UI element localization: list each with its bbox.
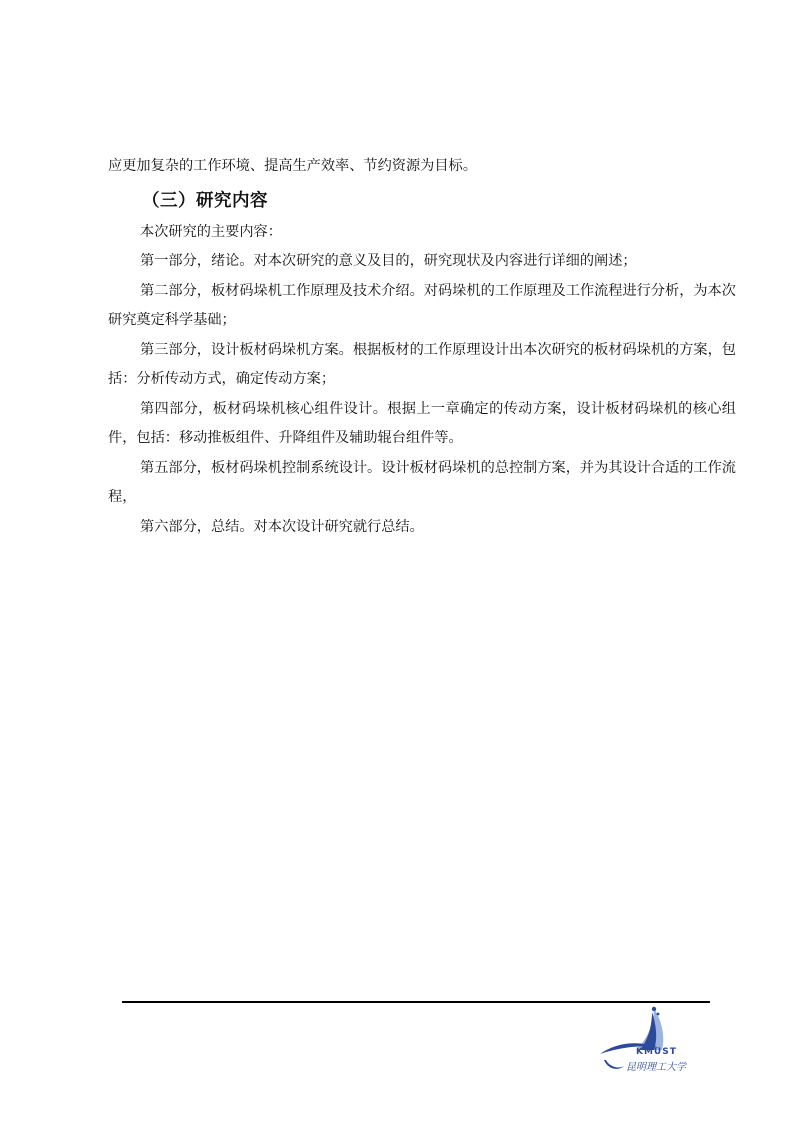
paragraph-part-5: 第五部分，板材码垛机控制系统设计。设计板材码垛机的总控制方案，并为其设计合适的工作流程， — [108, 459, 736, 505]
paragraph-part-3: 第三部分，设计板材码垛机方案。根据板材的工作原理设计出本次研究的板材码垛机的方案，包括：分析传动方式，确定传动方案； — [108, 341, 736, 387]
section-heading: （三）研究内容 — [142, 190, 268, 211]
paragraph-summary: 本次研究的主要内容： — [140, 223, 282, 240]
paragraph-part-6: 第六部分，总结。对本次设计研究就行总结。 — [140, 518, 424, 535]
paragraph-part-2: 第二部分，板材码垛机工作原理及技术介绍。对码垛机的工作原理及工作流程进行分析，为本次研究奠定科学基础； — [108, 282, 736, 328]
kmust-logo-icon — [596, 1004, 714, 1076]
university-logo — [596, 1004, 714, 1076]
paragraph-part-1: 第一部分，绪论。对本次研究的意义及目的，研究现状及内容进行详细的阐述； — [140, 253, 637, 269]
logo-name: 昆明理工大学 — [626, 1062, 686, 1073]
intro-line: 应更加复杂的工作环境、提高生产效率、节约资源为目标。 — [108, 158, 477, 174]
logo-label: KMUST — [636, 1047, 677, 1057]
footer-rule — [122, 1001, 710, 1003]
document-body — [108, 152, 736, 542]
paragraph-part-4: 第四部分，板材码垛机核心组件设计。根据上一章确定的传动方案，设计板材码垛机的核心组件，包括：移动推板组件、升降组件及辅助辊台组件等。 — [108, 400, 736, 446]
